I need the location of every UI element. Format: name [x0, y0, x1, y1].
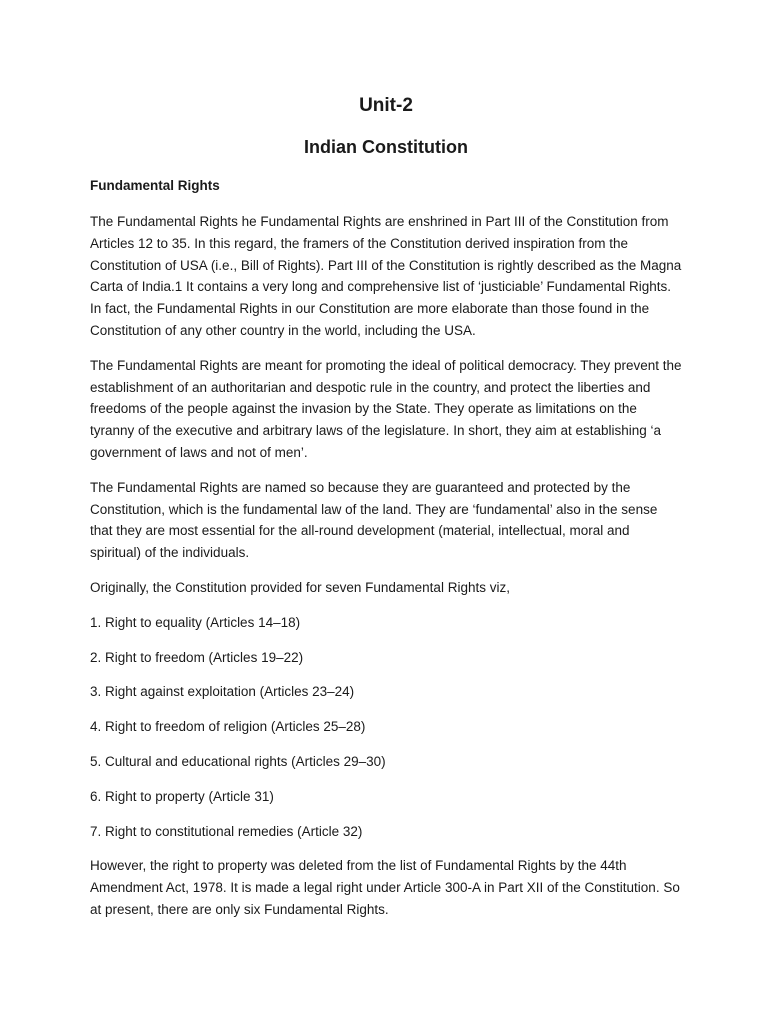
document-title: Indian Constitution — [304, 137, 468, 157]
list-item: 2. Right to freedom (Articles 19–22) — [90, 649, 304, 665]
paragraph-original-rights: Originally, the Constitution provided for seven Fundamental Rights viz, — [90, 579, 510, 595]
list-item: 1. Right to equality (Articles 14–18) — [90, 614, 301, 630]
unit-title: Unit-2 — [359, 95, 413, 116]
paragraph-intro: The Fundamental Rights he Fundamental Rights are enshrined in Part III of the Constitution from Articles 12 to 35. In this regard, the framers of the Constitution derived inspiration from the Constitution of USA (i.e., Bill of Rights). Part III of the Constitution is rightly described as the Magna Carta of India.1 It contains a very long and comprehensive list of ‘justiciable’ Fundamental Rights. In fact, the Fundamental Rights in our Constitution are more elaborate than those found in the Constitution of any other country in the world, including the USA. — [90, 214, 682, 338]
list-item: 5. Cultural and educational rights (Articles 29–30) — [90, 753, 386, 769]
paragraph-purpose: The Fundamental Rights are meant for promoting the ideal of political democracy. They prevent the establishment of an authoritarian and despotic rule in the country, and protect the liberties and freedoms of the people against the invasion by the State. They operate as limitations on the tyranny of the executive and arbitrary laws of the legislature. In short, they aim at establishing ‘a government of laws and not of men’. — [90, 357, 682, 460]
rights-list — [90, 612, 682, 843]
list-item: 6. Right to property (Article 31) — [90, 788, 274, 804]
list-item: 4. Right to freedom of religion (Articles 25–28) — [90, 719, 366, 735]
section-heading: Fundamental Rights — [90, 178, 220, 193]
paragraph-closing: However, the right to property was deleted from the list of Fundamental Rights by the 44th Amendment Act, 1978. It is made a legal right under Article 300-A in Part XII of the Constitution. So at present, there are only six Fundamental Rights. — [90, 858, 680, 917]
list-item: 3. Right against exploitation (Articles 23–24) — [90, 684, 355, 700]
list-item: 7. Right to constitutional remedies (Article 32) — [90, 823, 363, 839]
paragraph-naming: The Fundamental Rights are named so because they are guaranteed and protected by the Constitution, which is the fundamental law of the land. They are ‘fundamental’ also in the sense that they are most essential for the all-round development (material, intellectual, moral and spiritual) of the individuals. — [90, 479, 658, 561]
document-body — [90, 211, 682, 934]
